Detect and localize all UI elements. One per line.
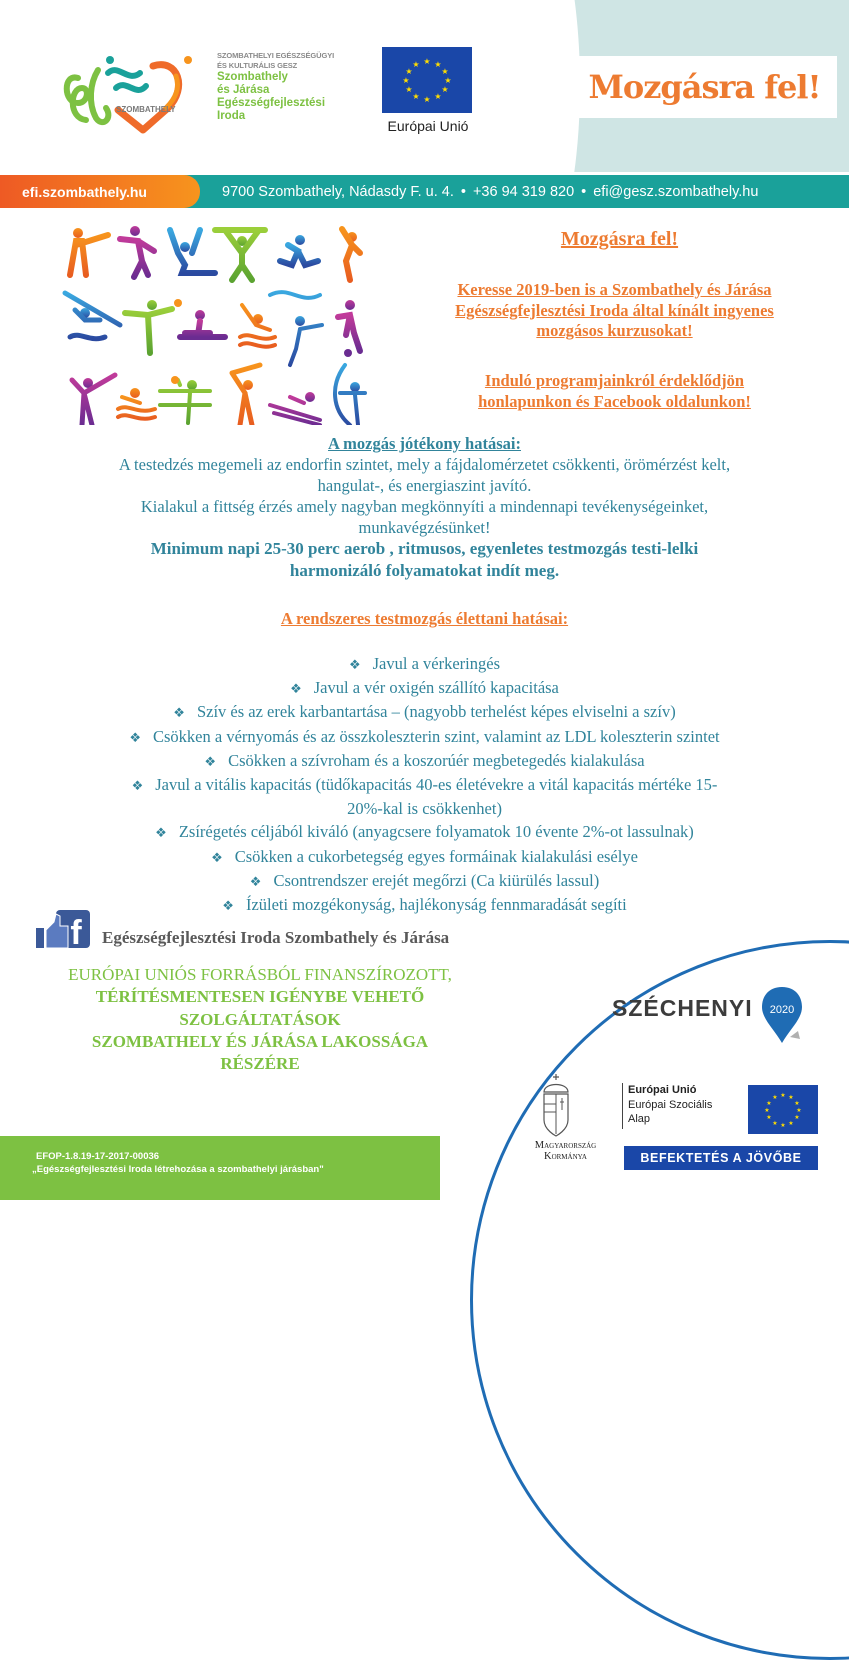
- hockey-icon: [280, 235, 318, 265]
- intro-line: honlapunkon és Facebook oldalunkon!: [478, 391, 751, 411]
- org-name: [217, 51, 334, 123]
- org-big-line: Szombathely: [217, 71, 288, 83]
- funding-line: RÉSZÉRE: [220, 1054, 300, 1074]
- invest-slogan: BEFEKTETÉS A JÖVŐBE: [624, 1146, 818, 1170]
- list-item-text: 20%-kal is csökkenhet): [347, 799, 502, 819]
- org-big-line: Iroda: [217, 110, 246, 122]
- svg-text:★: ★: [402, 76, 410, 85]
- intro-line: mozgásos kurzusokat!: [536, 321, 693, 340]
- szechenyi-logo-text: SZÉCHENYI: [612, 995, 753, 1021]
- szechenyi-year: 2020: [769, 1004, 795, 1016]
- diamond-bullet-icon: ❖: [204, 753, 217, 769]
- svg-text:★: ★: [766, 1100, 772, 1107]
- svg-text:★: ★: [788, 1094, 794, 1101]
- project-title: „Egészségfejlesztési Iroda létrehozása a szombathelyi járásban": [32, 1163, 324, 1175]
- svg-text:★: ★: [441, 85, 449, 94]
- diamond-bullet-icon: ❖: [129, 729, 141, 745]
- list-item-text: Csökken a szívroham és a koszorúér megbetegedés kialakulása: [228, 750, 645, 770]
- list-item: [0, 869, 849, 893]
- archery-icon: [335, 365, 365, 425]
- fencing-icon: [72, 375, 115, 425]
- benefits-line: Kialakul a fittség érzés amely nagyban megkönnyíti a mindennapi tevékenységeinket,: [140, 497, 709, 516]
- intro-paragraph: [380, 371, 849, 412]
- logo-caption: SZOMBATHELY: [116, 105, 176, 114]
- svg-text:★: ★: [788, 1120, 794, 1127]
- funding-notice: [0, 964, 520, 1075]
- title-box: [572, 56, 837, 118]
- page-title: Mozgásra fel!: [588, 68, 821, 106]
- diamond-bullet-icon: ❖: [173, 705, 185, 721]
- svg-text:★: ★: [434, 92, 442, 101]
- benefits-line: munkavégzésünket!: [358, 518, 491, 537]
- gov-line: Kormánya: [544, 1151, 587, 1162]
- benefits-section: [0, 434, 849, 581]
- separator: •: [581, 183, 587, 200]
- effects-title: A rendszeres testmozgás élettani hatásai:: [280, 609, 569, 628]
- svg-text:★: ★: [796, 1107, 802, 1114]
- benefits-line: hangulat-, és energiaszint javító.: [317, 476, 532, 495]
- benefits-line: A testedzés megemeli az endorfin szintet, mely a fájdalomérzetet csökkenti, örömérzést kelt,: [118, 455, 731, 474]
- weightlifter-icon: [215, 230, 265, 280]
- svg-text:★: ★: [423, 95, 431, 104]
- eu-line: Alap: [628, 1113, 651, 1125]
- shooter-icon: [70, 228, 108, 275]
- list-item-text: Javul a vitális kapacitás (tüdőkapacitás 40-es életévekre a vitál kapacitás mértéke 15-: [155, 775, 718, 795]
- list-item-text: Csökken a vérnyomás és az összkoleszterin szint, valamint az LDL koleszterin szintet: [153, 726, 720, 746]
- phone-link[interactable]: +36 94 319 820: [472, 183, 575, 200]
- eu-fund-label: [628, 1083, 712, 1127]
- rugby-icon: [120, 226, 154, 277]
- intro-line: Egészségfejlesztési Iroda által kínált ingyenes: [455, 300, 774, 320]
- benefits-title: A mozgás jótékony hatásai:: [328, 434, 521, 453]
- list-item: [0, 845, 849, 869]
- football-icon: [338, 300, 360, 357]
- swimming-icon: [118, 388, 155, 419]
- eu-flag-icon: [748, 1085, 818, 1134]
- svg-text:★: ★: [766, 1114, 772, 1121]
- decorative-arc: [470, 940, 849, 1660]
- eu-label: Európai Unió: [387, 118, 469, 134]
- header: [0, 0, 849, 172]
- project-info: [32, 1151, 324, 1176]
- funding-line: SZOMBATHELY ÉS JÁRÁSA LAKOSSÁGA: [91, 1031, 429, 1051]
- list-item: [0, 676, 849, 700]
- svg-text:★: ★: [780, 1092, 786, 1099]
- effects-list: [0, 652, 849, 917]
- svg-text:★: ★: [780, 1122, 786, 1129]
- ski-icon: [270, 392, 320, 425]
- gymnast-rings-icon: [170, 230, 215, 273]
- intro-paragraph: [380, 280, 849, 342]
- website-link[interactable]: efi.szombathely.hu: [0, 175, 200, 208]
- divider: [622, 1083, 623, 1129]
- list-item-continuation: [0, 797, 849, 820]
- gymnastics-icon: [125, 299, 182, 353]
- list-item: [0, 725, 849, 749]
- org-small-line: SZOMBATHELYI EGÉSZSÉGÜGYI: [217, 51, 335, 60]
- svg-text:★: ★: [772, 1094, 778, 1101]
- svg-text:★: ★: [412, 92, 420, 101]
- svg-text:★: ★: [434, 60, 442, 69]
- svg-text:★: ★: [444, 76, 452, 85]
- contact-info: [222, 175, 758, 208]
- project-code: EFOP-1.8.19-17-2017-00036: [36, 1151, 160, 1162]
- list-item: [0, 652, 849, 676]
- list-item-text: Ízületi mozgékonyság, hajlékonyság fennmaradását segíti: [245, 895, 627, 915]
- svg-text:★: ★: [764, 1107, 770, 1114]
- water-polo-icon: [240, 305, 275, 347]
- list-item-text: Csontrendszer erejét megőrzi (Ca kiürülés lassul): [273, 870, 600, 890]
- rhythmic-gymnastics-icon: [270, 292, 322, 365]
- svg-text:★: ★: [412, 60, 420, 69]
- svg-text:f: f: [70, 914, 82, 950]
- intro-line: Induló programjainkról érdeklődjön: [484, 371, 745, 390]
- intro-title: Mozgásra fel!: [560, 228, 679, 250]
- gov-line: Magyarország: [534, 1140, 597, 1151]
- list-item: [0, 893, 849, 917]
- svg-text:★: ★: [441, 67, 449, 76]
- list-item-text: Javul a vérkeringés: [372, 654, 501, 673]
- government-label: [518, 1140, 613, 1162]
- benefits-bold-line: harmonizáló folyamatokat indít meg.: [289, 560, 560, 580]
- pommel-horse-icon: [180, 310, 225, 337]
- svg-text:★: ★: [405, 67, 413, 76]
- sports-pictograms-image: [60, 225, 370, 425]
- funding-line: EURÓPAI UNIÓS FORRÁSBÓL FINANSZÍROZOTT,: [68, 965, 452, 984]
- svg-text:★: ★: [405, 85, 413, 94]
- list-item-text: Szív és az erek karbantartása – (nagyobb terhelést képes elviselni a szív): [196, 702, 676, 722]
- diamond-bullet-icon: ❖: [249, 873, 262, 889]
- org-big-line: és Járása: [217, 84, 270, 96]
- efi-logo-icon: [58, 48, 208, 136]
- svg-text:★: ★: [794, 1100, 800, 1107]
- facebook-like-icon[interactable]: [34, 908, 90, 950]
- golf-icon: [232, 365, 260, 425]
- hungarian-coat-of-arms-icon: [538, 1072, 574, 1142]
- funding-line: TÉRÍTÉSMENTESEN IGÉNYBE VEHETŐ: [95, 987, 425, 1007]
- list-item-text: Csökken a cukorbetegség egyes formáinak kialakulási esélye: [234, 846, 638, 866]
- list-item: [0, 820, 849, 844]
- szechenyi-pin-icon: [760, 985, 804, 1045]
- diamond-bullet-icon: ❖: [211, 849, 223, 865]
- diamond-bullet-icon: ❖: [222, 898, 234, 914]
- svg-text:★: ★: [794, 1114, 800, 1121]
- diamond-bullet-icon: ❖: [131, 778, 144, 794]
- diamond-bullet-icon: ❖: [348, 657, 361, 672]
- svg-text:★: ★: [772, 1120, 778, 1127]
- separator: •: [460, 183, 466, 200]
- list-item-text: Javul a vér oxigén szállító kapacitása: [313, 678, 559, 698]
- facebook-page-name[interactable]: Egészségfejlesztési Iroda Szombathely és Járása: [102, 928, 450, 947]
- intro-line: Keresse 2019-ben is a Szombathely és Járása: [457, 280, 772, 299]
- eu-flag-icon: [382, 47, 472, 113]
- basketball-icon: [342, 229, 360, 280]
- email-link[interactable]: efi@gesz.szombathely.hu: [593, 183, 759, 200]
- list-item: [0, 749, 849, 773]
- diamond-bullet-icon: ❖: [155, 825, 167, 841]
- eu-line: Európai Szociális: [628, 1098, 713, 1111]
- list-item-text: Zsírégetés céljából kiváló (anyagcsere folyamatok 10 évente 2%-ot lassulnak): [178, 822, 694, 842]
- volleyball-icon: [160, 376, 210, 423]
- org-big-line: Egészségfejlesztési: [217, 97, 326, 109]
- eu-line: Európai Unió: [628, 1084, 697, 1096]
- kayak-icon: [65, 293, 120, 339]
- list-item: [0, 773, 849, 797]
- list-item: [0, 700, 849, 724]
- diamond-bullet-icon: ❖: [290, 681, 302, 697]
- svg-text:★: ★: [423, 57, 431, 66]
- funding-line: SZOLGÁLTATÁSOK: [179, 1009, 341, 1029]
- benefits-bold-line: Minimum napi 25-30 perc aerob , ritmusos, egyenletes testmozgás testi-lelki: [150, 539, 699, 558]
- org-small-line: ÉS KULTURÁLIS GESZ: [217, 61, 298, 70]
- address: 9700 Szombathely, Nádasdy F. u. 4.: [222, 183, 454, 200]
